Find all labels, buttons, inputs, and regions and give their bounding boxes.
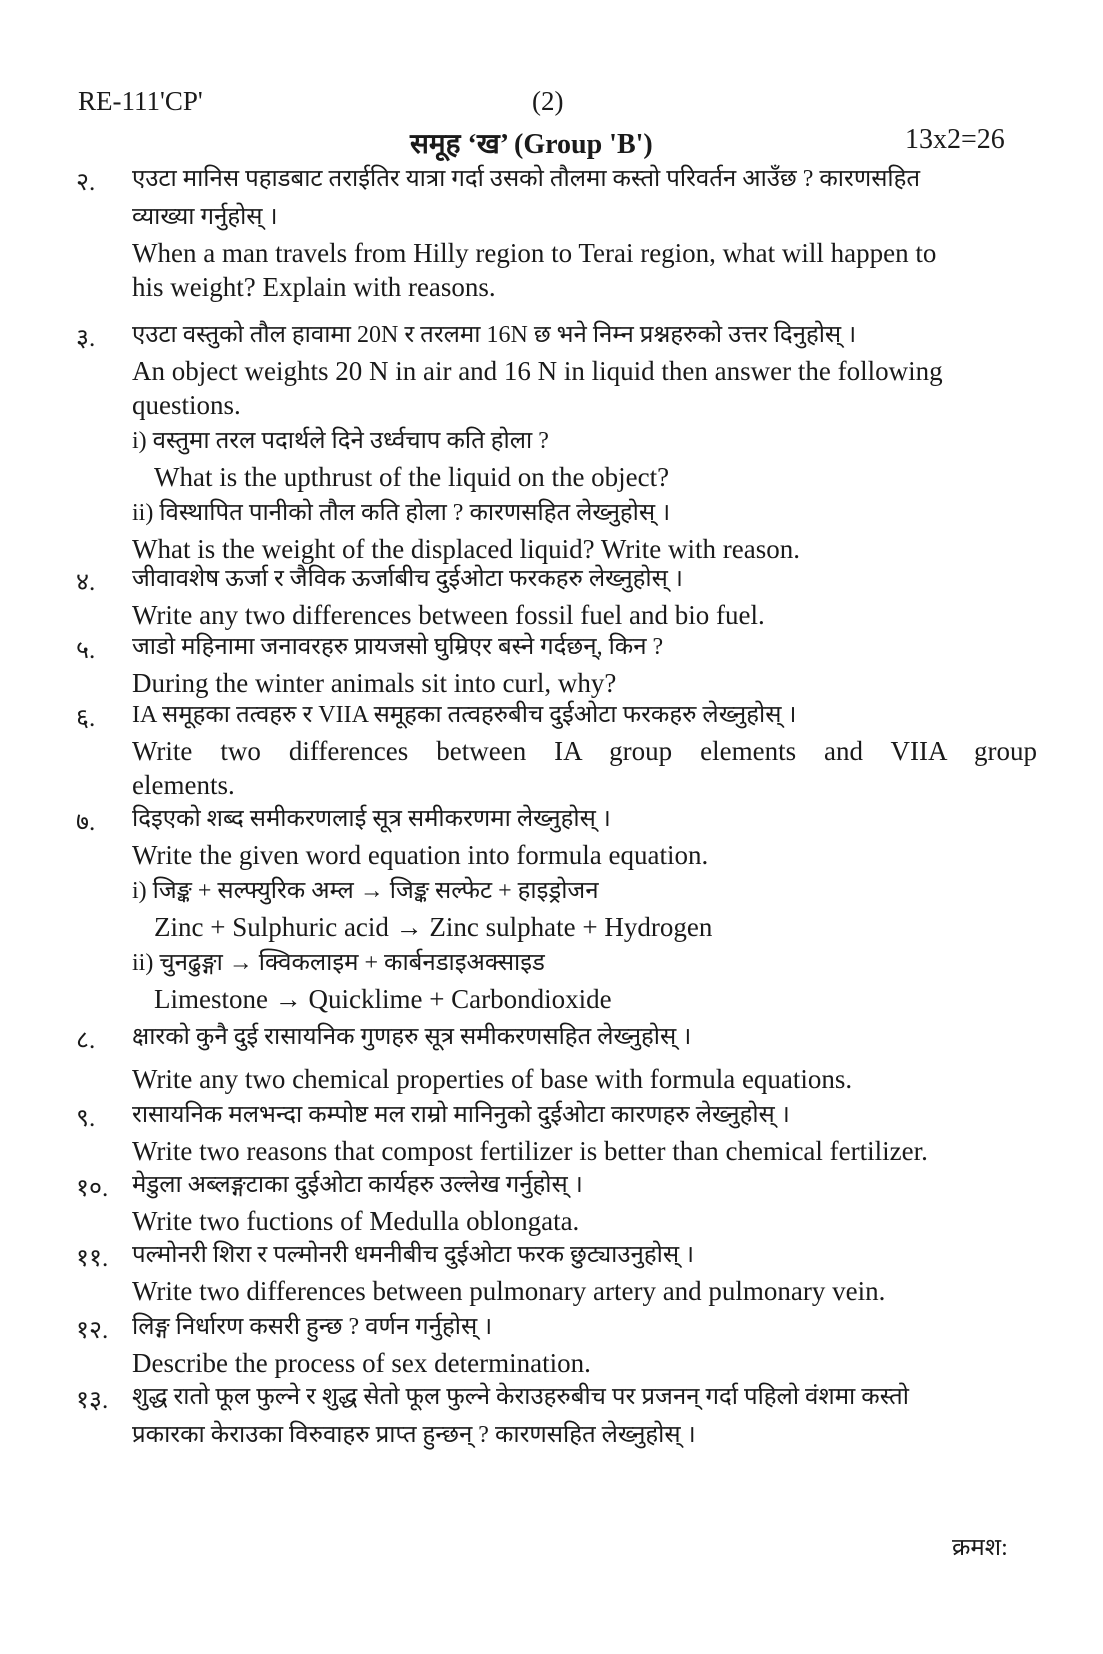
question-12 (76, 1308, 1036, 1380)
page-number: (2) (532, 86, 564, 116)
question-number: ४. (76, 569, 96, 596)
question-text-english: Write two differences between IA group elements and VIIA group (132, 736, 1037, 766)
question-text-english: Describe the process of sex determination. (132, 1348, 591, 1378)
question-text-nepali: मेडुला अब्लङ्गटाका दुईओटा कार्यहरु उल्लेख गर्नुहोस् । (132, 1172, 583, 1198)
question-text-nepali: शुद्ध रातो फूल फुल्ने र शुद्ध सेतो फूल फुल्ने केराउहरुबीच पर प्रजनन् गर्दा पहिलो वंशमा कस्तो (132, 1384, 909, 1410)
question-text-nepali: पल्मोनरी शिरा र पल्मोनरी धमनीबीच दुईओटा फरक छुट्याउनुहोस् । (132, 1242, 695, 1268)
question-text-nepali: जाडो महिनामा जनावरहरु प्रायजसो घुम्रिएर बस्ने गर्दछन्, किन ? (132, 634, 664, 660)
question-text-nepali: प्रकारका केराउका विरुवाहरु प्राप्त हुन्छन् ? कारणसहित लेख्नुहोस् । (132, 1422, 696, 1448)
question-text-english: Write two differences between pulmonary artery and pulmonary vein. (132, 1276, 886, 1306)
question-text-nepali: जीवावशेष ऊर्जा र जैविक ऊर्जाबीच दुईओटा फरकहरु लेख्नुहोस् । (132, 566, 683, 592)
question-text-english: During the winter animals sit into curl, why? (132, 668, 617, 698)
question-number: ९. (76, 1105, 96, 1132)
question-text-nepali: एउटा मानिस पहाडबाट तराईतिर यात्रा गर्दा उसको तौलमा कस्तो परिवर्तन आउँछ ? कारणसहित (132, 166, 921, 192)
question-number: ८. (76, 1027, 96, 1054)
question-number: १०. (76, 1175, 109, 1202)
subquestion-nepali: i) वस्तुमा तरल पदार्थले दिने उर्ध्वचाप कति होला ? (132, 428, 549, 454)
subquestion-english: Limestone → Quicklime + Carbondioxide (154, 984, 612, 1014)
question-number: ६. (76, 705, 96, 732)
question-number: १२. (76, 1317, 109, 1344)
question-7 (76, 800, 1036, 1016)
question-9 (76, 1096, 1036, 1168)
question-text-english: An object weights 20 N in air and 16 N in liquid then answer the following (132, 356, 943, 386)
question-text-english: Write two reasons that compost fertilizer is better than chemical fertilizer. (132, 1136, 928, 1166)
subquestion-english: What is the weight of the displaced liquid? Write with reason. (132, 534, 800, 564)
question-2 (76, 160, 1036, 304)
question-3 (76, 316, 1036, 566)
question-number: ११. (76, 1245, 109, 1272)
subquestion-english: Zinc + Sulphuric acid → Zinc sulphate + Hydrogen (154, 912, 713, 942)
subquestion-nepali: i) जिङ्क + सल्फ्युरिक अम्ल → जिङ्क सल्फेट + हाइड्रोजन (132, 878, 599, 904)
question-text-english: elements. (132, 770, 235, 800)
question-text-english: questions. (132, 390, 241, 420)
question-text-nepali: रासायनिक मलभन्दा कम्पोष्ट मल राम्रो मानिनुको दुईओटा कारणहरु लेख्नुहोस् । (132, 1102, 790, 1128)
subquestion-english: What is the upthrust of the liquid on the object? (154, 462, 670, 492)
question-6 (76, 696, 1036, 802)
question-text-nepali: एउटा वस्तुको तौल हावामा 20N र तरलमा 16N छ भने निम्न प्रश्नहरुको उत्तर दिनुहोस् । (132, 322, 857, 348)
group-title: समूह ‘ख’ (Group 'B') (410, 129, 653, 160)
subquestion-nepali: ii) विस्थापित पानीको तौल कति होला ? कारणसहित लेख्नुहोस् । (132, 500, 671, 526)
exam-code: RE-111'CP' (78, 86, 203, 116)
question-4 (76, 560, 1036, 632)
question-5 (76, 628, 1036, 700)
question-11 (76, 1236, 1036, 1308)
question-text-nepali: IA समूहका तत्वहरु र VIIA समूहका तत्वहरुबीच दुईओटा फरकहरु लेख्नुहोस् । (132, 702, 797, 728)
question-text-english: Write the given word equation into formula equation. (132, 840, 709, 870)
question-number: १३. (76, 1387, 109, 1414)
question-13 (76, 1378, 1036, 1454)
question-text-nepali: लिङ्ग निर्धारण कसरी हुन्छ ? वर्णन गर्नुहोस् । (132, 1314, 493, 1340)
subquestion-nepali: ii) चुनढुङ्गा → क्विकलाइम + कार्बनडाइअक्साइड (132, 950, 545, 976)
question-number: ७. (76, 809, 96, 836)
question-text-english: Write two fuctions of Medulla oblongata. (132, 1206, 580, 1236)
question-number: ५. (76, 637, 96, 664)
marks-allocation: 13x2=26 (905, 124, 1005, 155)
question-number: २. (76, 169, 96, 196)
continued-marker: क्रमश: (952, 1535, 1008, 1561)
question-8 (76, 1018, 1036, 1096)
question-text-nepali: क्षारको कुनै दुई रासायनिक गुणहरु सूत्र समीकरणसहित लेख्नुहोस् । (132, 1024, 692, 1050)
question-10 (76, 1166, 1036, 1238)
question-text-english: Write any two differences between fossil fuel and bio fuel. (132, 600, 765, 630)
question-text-nepali: व्याख्या गर्नुहोस् । (132, 204, 278, 230)
question-text-nepali: दिइएको शब्द समीकरणलाई सूत्र समीकरणमा लेख्नुहोस् । (132, 806, 611, 832)
question-text-english: When a man travels from Hilly region to Terai region, what will happen to (132, 238, 937, 268)
question-text-english: Write any two chemical properties of base with formula equations. (132, 1064, 853, 1094)
question-text-english: his weight? Explain with reasons. (132, 272, 496, 302)
question-number: ३. (76, 325, 96, 352)
